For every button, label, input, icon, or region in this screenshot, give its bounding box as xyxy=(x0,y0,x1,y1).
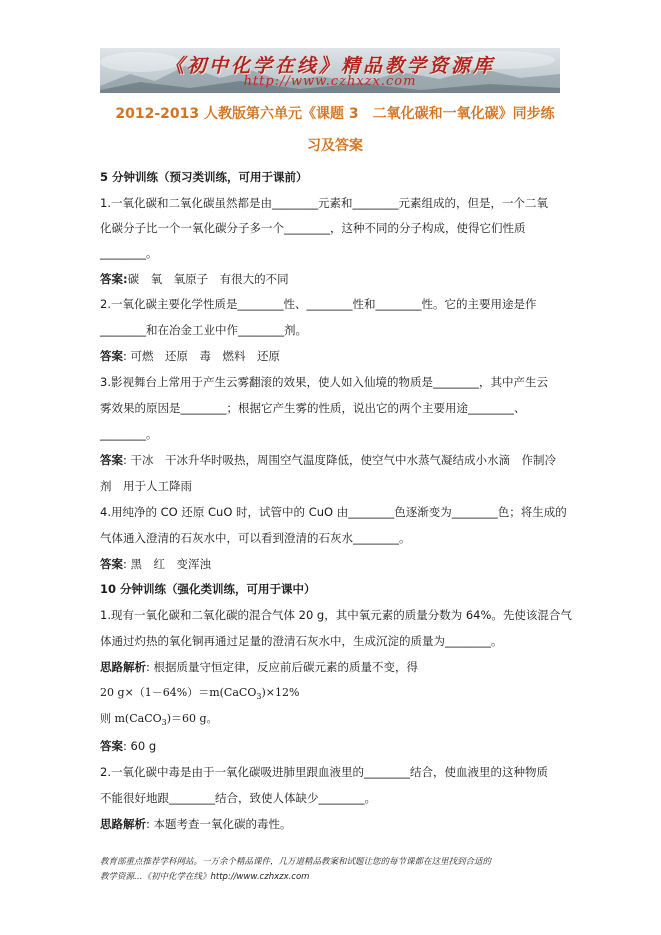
equation-1-right: )×12% xyxy=(261,686,300,699)
answer-4 xyxy=(100,556,211,572)
question-1-line-3: ________。 xyxy=(100,246,158,260)
question-s2-1-line-1: 1.现有一氧化碳和二氧化碳的混合气体 20 g，其中氧元素的质量分数为 64%。先使该混合气 xyxy=(100,608,572,622)
question-2-line-2: ________和在冶金工业中作________剂。 xyxy=(100,323,307,337)
equation-1 xyxy=(100,685,299,705)
question-4-line-1: 4.用纯净的 CO 还原 CuO 时，试管中的 CuO 由________色逐渐变为________色；将生成的 xyxy=(100,505,567,519)
question-1-line-1: 1.一氧化碳和二氧化碳虽然都是由________元素和________元素组成的，但是，一个二氧 xyxy=(100,196,548,210)
equation-2-left: 则 m(CaCO xyxy=(100,712,162,725)
document-title-line-2: 习及答案 xyxy=(307,138,363,154)
answer-text: 碳 氧 氧原子 有很大的不同 xyxy=(127,272,289,286)
footer-line-2: 教学资源…《初中化学在线》http://www.czhxzx.com xyxy=(100,872,310,882)
answer-text: : 干冰 干冰升华时吸热，周围空气温度降低，使空气中水蒸气凝结成小水滴 作制冷 xyxy=(123,453,557,467)
question-3-line-1: 3.影视舞台上常用于产生云雾翻滚的效果，使人如入仙境的物质是________，其中产生云 xyxy=(100,375,548,389)
section-heading-10min: 10 分钟训练（强化类训练，可用于课中） xyxy=(100,582,316,596)
answer-label: 答案 xyxy=(100,349,123,363)
analysis-text: : 本题考查一氧化碳的毒性。 xyxy=(146,817,292,831)
answer-s2-1 xyxy=(100,738,156,754)
answer-text: : 可燃 还原 毒 燃料 还原 xyxy=(123,349,281,363)
footer-line-1: 教育部重点推荐学科网站。一万余个精品课件，几万道精品教案和试题让您的每节课都在这里找到合适的 xyxy=(100,857,492,867)
answer-text: : 60 g xyxy=(123,739,157,753)
equation-1-left: 20 g×（1－64%）＝m(CaCO xyxy=(100,686,257,699)
equation-2-subscript: 3 xyxy=(161,718,167,728)
equation-2 xyxy=(100,711,218,731)
question-s2-2-line-1: 2.一氧化碳中毒是由于一氧化碳吸进肺里跟血液里的________结合，使血液里的这种物质 xyxy=(100,765,548,779)
question-s2-1-line-2: 体通过灼热的氧化铜再通过足量的澄清石灰水中，生成沉淀的质量为________。 xyxy=(100,634,503,648)
header-banner xyxy=(100,48,560,93)
answer-label: 答案 xyxy=(100,557,123,571)
analysis-label: 思路解析 xyxy=(100,817,146,831)
banner-title: 《初中化学在线》精品教学资源库 xyxy=(164,55,495,77)
answer-label: 答案: xyxy=(100,272,128,286)
question-s2-2-line-2: 不能很好地跟________结合，致使人体缺少________。 xyxy=(100,791,376,805)
answer-text: : 黑 红 变浑浊 xyxy=(123,557,212,571)
analysis-label: 思路解析 xyxy=(100,660,146,674)
question-3-line-2: 雾效果的原因是________；根据它产生雾的性质，说出它的两个主要用途________、 xyxy=(100,401,526,415)
analysis-s2-2 xyxy=(100,816,292,832)
analysis-text: : 根据质量守恒定律，反应前后碳元素的质量不变，得 xyxy=(146,660,419,674)
question-2-line-1: 2.一氧化碳主要化学性质是________性、________性和________性。它的主要用途是作 xyxy=(100,297,537,311)
answer-3-line-2: 剂 用于人工降雨 xyxy=(100,479,192,493)
banner-url[interactable]: http://www.czhxzx.com xyxy=(243,74,417,89)
document-title-line-1: 2012-2013 人教版第六单元《课题 3 二氧化碳和一氧化碳》同步练 xyxy=(115,106,555,122)
analysis-s2-1 xyxy=(100,659,418,675)
question-1-line-2: 化碳分子比一个一氧化碳分子多一个________，这种不同的分子构成，使得它们性质 xyxy=(100,221,526,235)
question-3-line-3: ________。 xyxy=(100,427,158,441)
equation-2-right: )＝60 g。 xyxy=(166,712,218,725)
answer-2 xyxy=(100,348,280,364)
answer-label: 答案 xyxy=(100,739,123,753)
equation-1-subscript: 3 xyxy=(256,692,262,702)
answer-label: 答案 xyxy=(100,453,123,467)
answer-3-line-1 xyxy=(100,452,556,468)
answer-1 xyxy=(100,271,289,287)
section-heading-5min: 5 分钟训练（预习类训练，可用于课前） xyxy=(100,170,308,184)
question-4-line-2: 气体通入澄清的石灰水中，可以看到澄清的石灰水________。 xyxy=(100,531,411,545)
